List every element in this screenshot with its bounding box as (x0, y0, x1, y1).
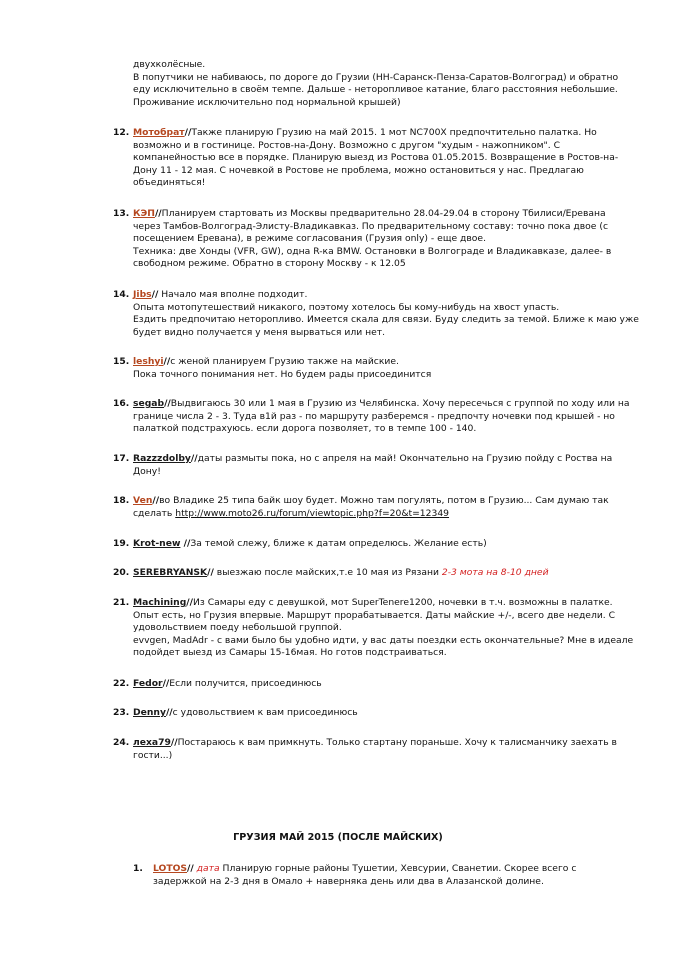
list-item (113, 398, 633, 436)
section-title: ГРУЗИЯ МАЙ 2015 (ПОСЛЕ МАЙСКИХ) (233, 832, 443, 843)
list-item (113, 208, 633, 271)
user-link[interactable]: Fedor (133, 678, 163, 689)
item-text: даты размыты пока, но с апреля на май! Окончательно на Грузию пойду с Роства на (197, 453, 613, 464)
list-item (113, 356, 633, 381)
item-text: evvgen, MadAdr - с вами было бы удобно идти, у вас даты поездки есть окончательные? Мне в идеале (133, 634, 634, 646)
item-text: Дону 11 - 12 мая. С ночевкой в Ростове не проблема, можно остановиться у нас. Предлагаю (133, 164, 584, 176)
item-text: посещением Еревана), в режиме согласования (Грузия only) - еще двое. (133, 233, 487, 245)
user-link[interactable]: Jibs (133, 289, 152, 300)
list-item (113, 289, 639, 339)
item-text: подойдет выезд из Самары 15-16мая. Но готов подстраиваться. (133, 647, 447, 659)
user-link[interactable]: Machining (133, 597, 187, 608)
item-text: будет видно получается у меня вырваться или нет. (133, 326, 386, 338)
item-text: Пока точного понимания нет. Но будем рады присоединится (133, 368, 432, 380)
item-text: Из Самары еду с девушкой, мот SuperTenere1200, ночевки в т.ч. возможны в палатке. (193, 597, 613, 608)
item-text: объединяться! (133, 177, 206, 189)
date-label: дата (193, 863, 220, 874)
user-link[interactable]: SEREBRYANSK (133, 567, 208, 578)
user-link[interactable]: Krot-new (133, 538, 181, 549)
item-text: возможно и в гостинице. Ростов-на-Дону. Возможно с другом "худым - нажопником". С (133, 139, 560, 151)
item-number: 20. (113, 567, 130, 578)
item-number: 13. (113, 208, 130, 219)
item-text: с женой планируем Грузию также на майские. (170, 356, 399, 367)
separator: // (152, 495, 160, 506)
intro-line: В попутчики не набиваюсь, по дороге до Грузии (НН-Саранск-Пенза-Саратов-Волгоград) и обратно (133, 71, 619, 83)
separator: // (207, 567, 214, 578)
item-number: 12. (113, 127, 130, 138)
intro-line: еду исключительно в своём темпе. Дальше - неторопливое катание, благо расстояния небольшие. (133, 84, 618, 96)
item-text: удовольствием поеду небольшой группой. (133, 622, 342, 634)
list-item (113, 597, 633, 660)
user-link[interactable]: leshyi (133, 356, 164, 367)
item-number: 22. (113, 678, 130, 689)
item-number: 17. (113, 453, 130, 464)
item-text: палаткой подстрахуюсь. если дорога позволяет, то в темпе 100 - 140. (133, 423, 477, 435)
list-item (133, 863, 633, 888)
item-text: Техника: две Хонды (VFR, GW), одна R-ка BMW. Остановки в Волгограде и Владикавказе, далее- в (133, 245, 612, 257)
item-text: свободном режиме. Обратно в сторону Москву - к 12.05 (133, 258, 406, 270)
list-item (113, 453, 633, 478)
item-number: 15. (113, 356, 130, 367)
item-text: Опыт есть, но Грузия впервые. Маршрут прорабатывается. Даты майские +/-, всего две недели. С (133, 609, 616, 621)
item-number: 1. (133, 863, 143, 874)
user-link[interactable]: Мотобрат (133, 127, 185, 138)
item-number: 24. (113, 737, 130, 748)
user-link[interactable]: КЭП (133, 208, 155, 219)
item-text: задержкой на 2-3 дня в Омало + наверняка день или два в Алазанской долине. (153, 875, 544, 887)
separator: // (187, 863, 194, 874)
item-text: сделать (133, 507, 176, 519)
item-text: выезжаю после майских,т.е 10 мая из Рязани (213, 567, 442, 578)
list-item (113, 495, 633, 520)
item-text: Опыта мотопутешествий никакого, поэтому хотелось бы кому-нибудь на хвост упасть. (133, 301, 560, 313)
intro-paragraph (133, 59, 633, 109)
item-number: 16. (113, 398, 130, 409)
separator: // (164, 398, 171, 409)
item-text: Планирую горные районы Тушетии, Хевсурии, Сванетии. Скорее всего с (219, 863, 577, 874)
item-text: Начало мая вполне подходит. (158, 289, 308, 300)
item-text: Дону! (133, 465, 161, 477)
item-text: гости...) (133, 749, 173, 761)
separator: // (190, 453, 198, 464)
item-text: Также планирую Грузию на май 2015. 1 мот NC700X предпочтительно палатка. Но (191, 127, 597, 138)
item-text: Постараюсь к вам примкнуть. Только стартану пораньше. Хочу к талисманчику заехать в (177, 737, 617, 748)
intro-line: двухколёсные. (133, 59, 206, 70)
separator: // (163, 356, 171, 367)
user-link[interactable]: Ven (133, 495, 153, 506)
intro-line: Проживание исключительно под нормальной крышей) (133, 96, 401, 108)
list-item (113, 678, 633, 691)
item-number: 19. (113, 538, 130, 549)
item-number: 21. (113, 597, 130, 608)
item-text: Если получится, присоединюсь (169, 678, 322, 689)
highlight-text: 2-3 мота на 8-10 дней (441, 567, 549, 578)
user-link[interactable]: LOTOS (153, 863, 188, 874)
separator: // (186, 597, 194, 608)
item-text: Планируем стартовать из Москвы предварительно 28.04-29.04 в сторону Тбилиси/Еревана (161, 208, 606, 219)
list-item (113, 538, 633, 551)
item-text: с удовольствием к вам присоединюсь (172, 707, 358, 718)
item-text: Ездить предпочитаю неторопливо. Имеется скала для связи. Буду следить за темой. Ближе к маю уже (133, 314, 639, 326)
list-item (113, 567, 633, 580)
item-number: 23. (113, 707, 130, 718)
item-text: во Владике 25 типа байк шоу будет. Можно там погулять, потом в Грузию... Сам думаю так (159, 495, 609, 506)
forum-link[interactable]: http://www.moto26.ru/forum/viewtopic.php?f=20&t=12349 (175, 507, 450, 519)
item-number: 14. (113, 289, 130, 300)
item-text: через Тамбов-Волгоград-Элисту-Владикавказ. По предварительному составу: точно пока двое (с (133, 220, 609, 232)
list-item (113, 737, 633, 762)
item-text: компанейностью все в порядке. Планирую выезд из Ростова 01.05.2015. Возвращение в Ростов-на- (133, 152, 619, 164)
item-text: За темой слежу, ближе к датам определюсь. Желание есть) (190, 538, 487, 549)
user-link[interactable]: Denny (133, 707, 166, 718)
separator: // (170, 737, 178, 748)
item-text: Выдвигаюсь 30 или 1 мая в Грузию из Челябинска. Хочу пересечься с группой по ходу или на (170, 398, 630, 409)
item-text: границе числа 2 - 3. Туда в1й раз - по маршруту разберемся - предпочту ночевки под крышей - но (133, 410, 615, 422)
separator: // (184, 127, 192, 138)
list-item (113, 707, 633, 720)
separator: // (162, 678, 170, 689)
separator: // (154, 208, 162, 219)
list-item (113, 127, 633, 190)
separator: // (180, 538, 191, 549)
user-link[interactable]: леха79 (133, 737, 171, 748)
user-link[interactable]: Razzzdolby (133, 453, 191, 464)
item-number: 18. (113, 495, 130, 506)
separator: // (151, 289, 159, 300)
user-link[interactable]: segab (133, 398, 165, 409)
separator: // (165, 707, 173, 718)
